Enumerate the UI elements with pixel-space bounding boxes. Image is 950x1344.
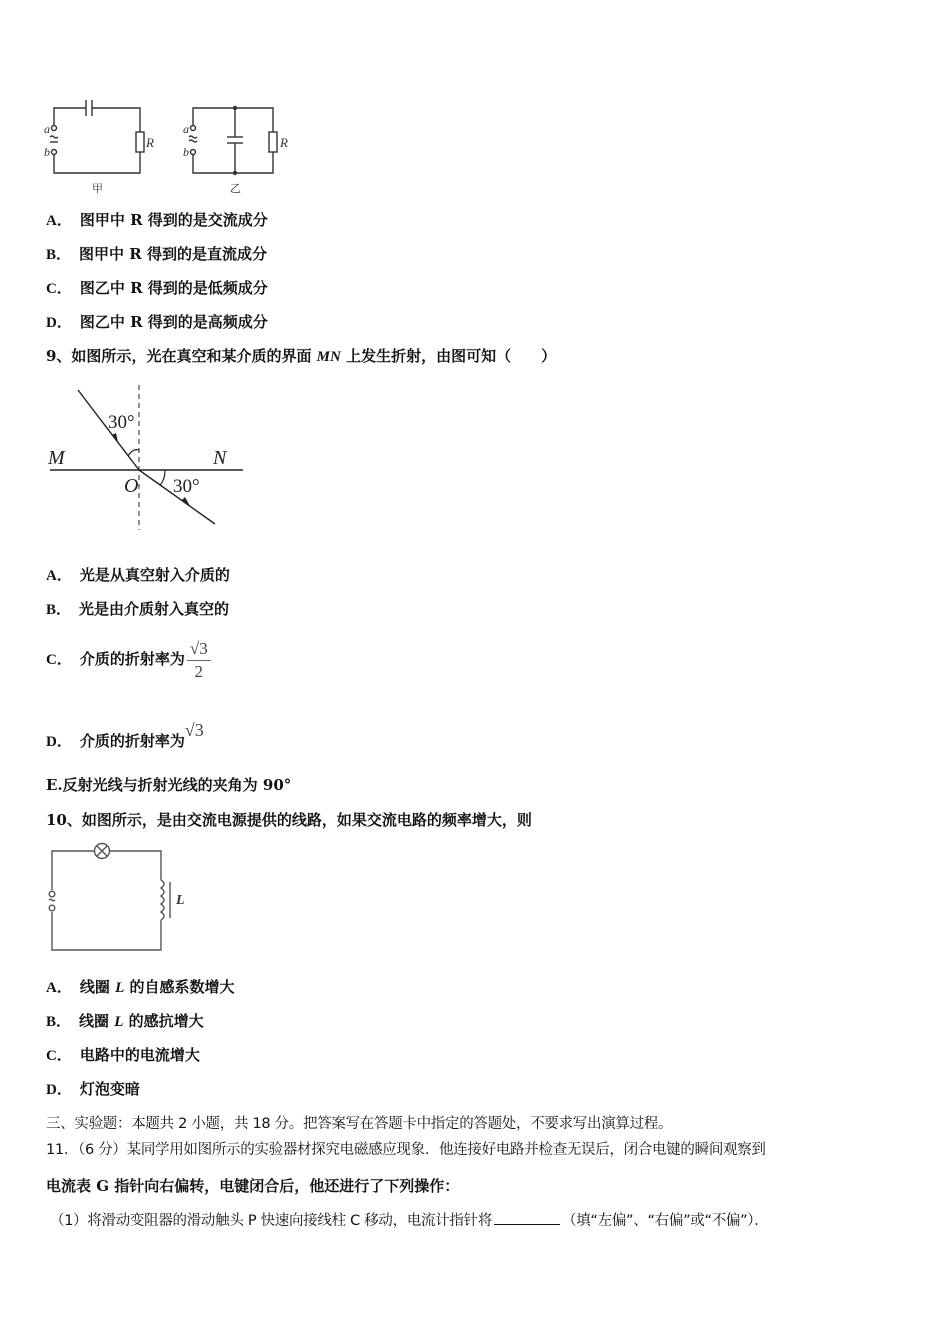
q8-option-a: A． 图甲中 R 得到的是交流成分 bbox=[46, 211, 268, 229]
terminal-a-label: a bbox=[44, 122, 50, 136]
figure-caption-yi: 乙 bbox=[230, 183, 241, 195]
terminal-b-label: b bbox=[183, 145, 189, 159]
q8-option-b: B． 图甲中 R 得到的是直流成分 bbox=[46, 245, 267, 263]
answer-blank[interactable] bbox=[494, 1210, 560, 1225]
q8-option-c: C． 图乙中 R 得到的是低频成分 bbox=[46, 279, 268, 297]
q9-option-e: E.反射光线与折射光线的夹角为 90° bbox=[46, 776, 292, 794]
refraction-diagram bbox=[40, 380, 260, 540]
refracted-angle-label: 30° bbox=[173, 476, 200, 497]
label-n: N bbox=[213, 447, 227, 469]
q10-stem: 10、如图所示，是由交流电源提供的线路，如果交流电路的频率增大，则 bbox=[46, 811, 532, 829]
q9-option-d: D． 介质的折射率为√3 bbox=[46, 720, 204, 750]
section-heading: 三、实验题：本题共 2 小题，共 18 分。把答案写在答题卡中指定的答题处，不要求写出演算过程。 bbox=[46, 1116, 673, 1132]
q10-option-c: C． 电路中的电流增大 bbox=[46, 1046, 200, 1064]
figure-caption-jia: 甲 bbox=[92, 183, 103, 195]
terminal-b-label: b bbox=[44, 145, 50, 159]
sqrt3: √3 bbox=[184, 720, 204, 740]
q9-option-b: B． 光是由介质射入真空的 bbox=[46, 600, 230, 618]
q9-stem: 9、如图所示，光在真空和某介质的界面 MN 上发生折射，由图可知（ ） bbox=[46, 347, 557, 365]
inductor-coil-icon bbox=[161, 880, 164, 920]
incident-angle-label: 30° bbox=[108, 412, 135, 433]
q11-sub1: （1）将滑动变阻器的滑动触头 P 快速向接线柱 C 移动，电流计指针将 （填“左偏”、“右偏”或“不偏”）． bbox=[50, 1210, 768, 1231]
inductor-label: L bbox=[176, 893, 185, 908]
label-o: O bbox=[124, 475, 139, 497]
q9-option-a: A． 光是从真空射入介质的 bbox=[46, 566, 230, 584]
q10-option-b: B． 线圈 L 的感抗增大 bbox=[46, 1012, 204, 1030]
q8-circuit-figures bbox=[40, 92, 310, 200]
label-m: M bbox=[48, 447, 65, 469]
q8-option-d: D． 图乙中 R 得到的是高频成分 bbox=[46, 313, 268, 331]
q10-option-a: A． 线圈 L 的自感系数增大 bbox=[46, 978, 235, 996]
resistor-label: R bbox=[146, 135, 154, 150]
q11-stem-line2: 电流表 G 指针向右偏转，电键闭合后，他还进行了下列操作： bbox=[46, 1177, 460, 1195]
resistor-label: R bbox=[280, 135, 288, 150]
q9-option-c: C． 介质的折射率为 $\frac{√3}{2}$ bbox=[46, 634, 211, 685]
inductor-circuit-diagram bbox=[40, 842, 200, 957]
fraction-sqrt3-over-2: $\frac{√3}{2}$ bbox=[187, 638, 211, 683]
q10-option-d: D． 灯泡变暗 bbox=[46, 1080, 140, 1098]
terminal-a-label: a bbox=[183, 122, 189, 136]
q11-stem-line1: 11．（6 分）某同学用如图所示的实验器材探究电磁感应现象．他连接好电路并检查无误后，闭合电键的瞬间观察到 bbox=[46, 1142, 766, 1158]
